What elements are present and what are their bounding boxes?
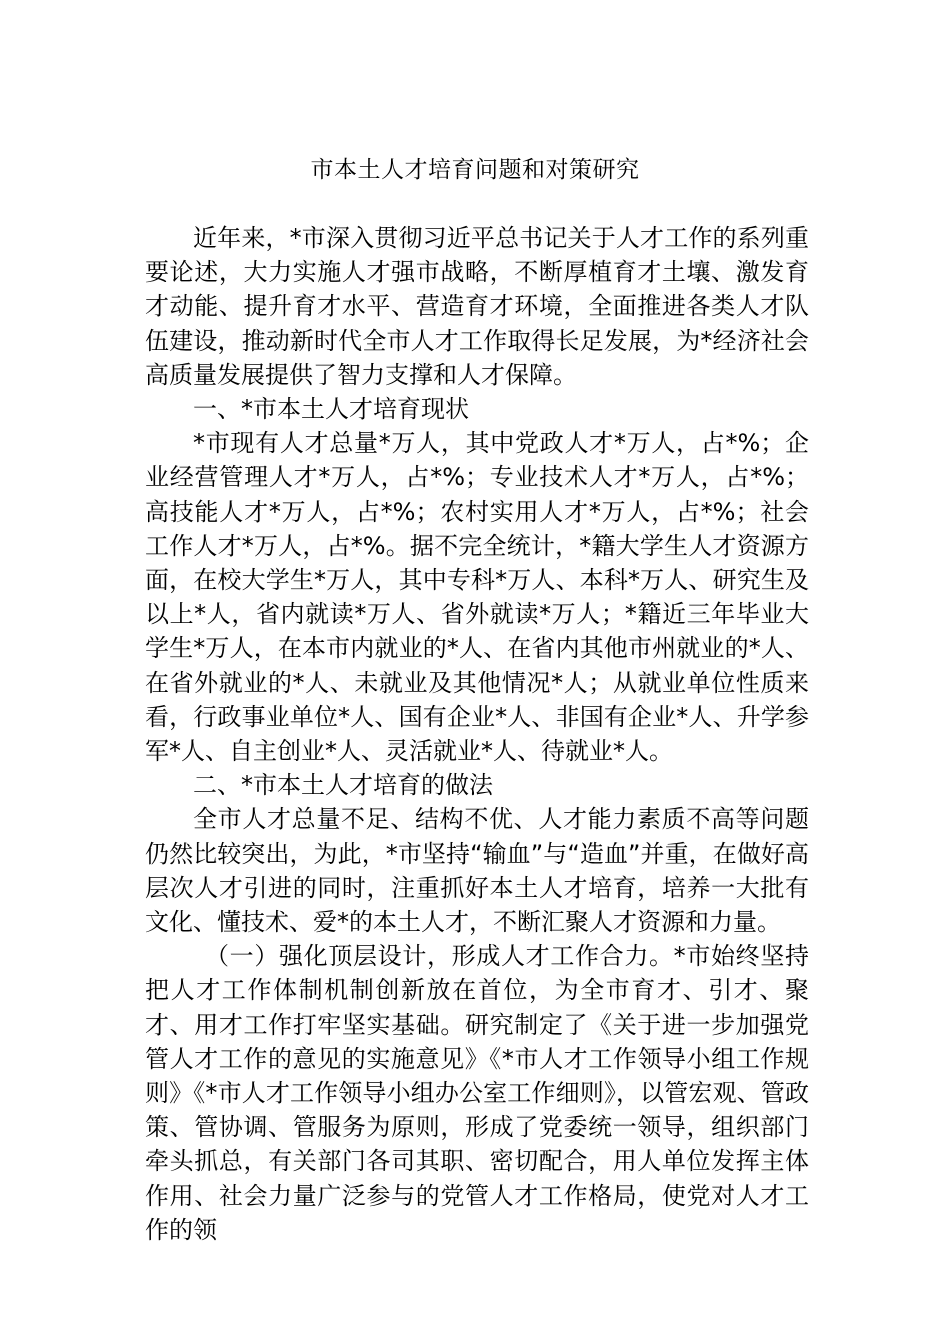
practice-paragraph: 全市人才总量不足、结构不优、人才能力素质不高等问题仍然比较突出，为此，*市坚持“输血”与“造血”并重，在做好高层次人才引进的同时，注重抓好本土人才培育，培养一大批有文化、懂技术、爱*的本土人才，不断汇聚人才资源和力量。	[145, 805, 809, 937]
document-body	[145, 221, 809, 1247]
subsection-1-paragraph: （一）强化顶层设计，形成人才工作合力。*市始终坚持把人才工作体制机制创新放在首位，为全市育才、引才、聚才、用才工作打牢坚实基础。研究制定了《关于进一步加强党管人才工作的意见的实施意见》《*市人才工作领导小组工作规则》《*市人才工作领导小组办公室工作细则》，以管宏观、管政策、管协调、管服务为原则，形成了党委统一领导，组织部门牵头抓总，有关部门各司其职、密切配合，用人单位发挥主体作用、社会力量广泛参与的党管人才工作格局，使党对人才工作的领	[145, 942, 809, 1244]
intro-paragraph: 近年来，*市深入贯彻习近平总书记关于人才工作的系列重要论述，大力实施人才强市战略，不断厚植育才土壤、激发育才动能、提升育才水平、营造育才环境，全面推进各类人才队伍建设，推动新时代全市人才工作取得长足发展，为*经济社会高质量发展提供了智力支撑和人才保障。	[145, 224, 809, 389]
document-title: 市本土人才培育问题和对策研究	[310, 157, 640, 183]
section-heading-1: 一、*市本土人才培育现状	[193, 395, 469, 424]
status-paragraph: *市现有人才总量*万人，其中党政人才*万人，占*%；企业经营管理人才*万人，占*%；专业技术人才*万人，占*%；高技能人才*万人，占*%；农村实用人才*万人，占*%；社会工作人才*万人，占*%。据不完全统计，*籍大学生人才资源方面，在校大学生*万人，其中专科*万人、本科*万人、研究生及以上*人，省内就读*万人、省外就读*万人；*籍近三年毕业大学生*万人，在本市内就业的*人、在省内其他市州就业的*人、在省外就业的*人、未就业及其他情况*人；从就业单位性质来看，行政事业单位*人、国有企业*人、非国有企业*人、升学参军*人、自主创业*人、灵活就业*人、待就业*人。	[145, 429, 809, 766]
section-heading-2: 二、*市本土人才培育的做法	[193, 771, 493, 800]
